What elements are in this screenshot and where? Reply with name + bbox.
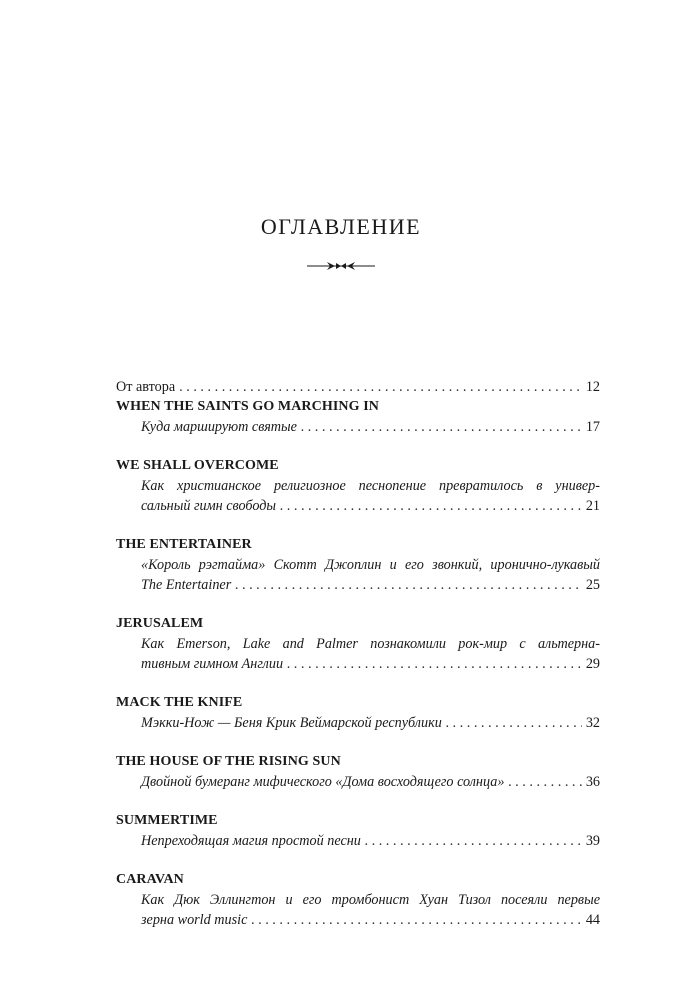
page-number: 29 [585, 656, 600, 672]
dot-leader [446, 713, 582, 733]
toc-entry-last-line [141, 713, 600, 733]
toc-entry-title: MACK THE KNIFE [116, 695, 243, 710]
toc-entry-title: THE ENTERTAINER [116, 537, 252, 552]
toc-entry-last-line [141, 496, 600, 516]
toc-entry-last-line [141, 417, 600, 437]
toc-entry-subtitle [116, 417, 600, 437]
dot-leader [251, 910, 581, 930]
toc-entry-text: Непреходящая магия простой песни [141, 833, 361, 849]
toc-entry-last-line [141, 575, 600, 595]
toc-entry[interactable] [116, 614, 600, 674]
toc-entry-text: Мэкки-Нож — Беня Крик Веймарской республики [141, 715, 442, 731]
toc-entry-text: сальный гимн свободы [141, 498, 277, 514]
dot-leader [179, 377, 582, 397]
toc-entry-subtitle [116, 831, 600, 851]
page-number: 12 [585, 379, 600, 395]
toc-entry[interactable] [116, 752, 600, 792]
toc-entry-title: CARAVAN [116, 872, 184, 887]
table-of-contents [116, 377, 600, 930]
toc-entry-last-line [141, 772, 600, 792]
toc-entry[interactable] [116, 456, 600, 516]
toc-entry-last-line [141, 654, 600, 674]
page-number: 32 [585, 715, 600, 731]
dot-leader [301, 417, 582, 437]
page-number: 44 [585, 912, 600, 928]
toc-entry-subtitle [116, 713, 600, 733]
toc-entry[interactable] [116, 811, 600, 851]
toc-entry-text: Куда маршируют святые [141, 419, 297, 435]
dot-leader [280, 496, 582, 516]
page-number: 36 [585, 774, 600, 790]
toc-entry[interactable] [116, 870, 600, 930]
toc-entry[interactable] [116, 397, 600, 437]
page-number: 17 [585, 419, 600, 435]
toc-entry-subtitle [116, 634, 600, 674]
toc-entry-subtitle [116, 772, 600, 792]
toc-entry-last-line [141, 910, 600, 930]
page-number: 25 [585, 577, 600, 593]
toc-entry-subtitle-line: Как Дюк Эллингтон и его тромбонист Хуан Тизол посеяли первые [141, 892, 600, 908]
page-number: 21 [585, 498, 600, 514]
toc-entry-subtitle-line: «Король рэгтайма» Скотт Джоплин и его звонкий, иронично-лукавый [141, 557, 600, 573]
toc-entry-subtitle [116, 555, 600, 595]
toc-entry[interactable] [116, 693, 600, 733]
toc-entry-title: WE SHALL OVERCOME [116, 458, 279, 473]
dot-leader [287, 654, 582, 674]
toc-entry-text: От автора [116, 379, 176, 395]
toc-entry-title: THE HOUSE OF THE RISING SUN [116, 754, 341, 769]
toc-entry-text: тивным гимном Англии [141, 656, 284, 672]
toc-entry-title: JERUSALEM [116, 616, 204, 631]
toc-entry-text: Двойной бумеранг мифического «Дома восходящего солнца» [141, 774, 505, 790]
toc-entry-subtitle [116, 476, 600, 516]
dot-leader [508, 772, 581, 792]
toc-entry-intro[interactable] [116, 377, 600, 397]
toc-entry-subtitle-line: Как христианское религиозное песнопение превратилось в универ- [141, 478, 600, 494]
toc-entry[interactable] [116, 535, 600, 595]
dot-leader [365, 831, 582, 851]
toc-entry-title: SUMMERTIME [116, 813, 218, 828]
toc-entry-text: зерна world music [141, 912, 248, 928]
toc-entry-title: WHEN THE SAINTS GO MARCHING IN [116, 399, 379, 414]
toc-entry-subtitle [116, 890, 600, 930]
page-title: ОГЛАВЛЕНИЕ [260, 214, 422, 239]
toc-entry-subtitle-line: Как Emerson, Lake and Palmer познакомили рок-мир с альтерна- [141, 636, 600, 652]
page-number: 39 [585, 833, 600, 849]
toc-entry-last-line [141, 831, 600, 851]
double-arrow-ornament-icon [305, 259, 377, 273]
toc-entry-text: The Entertainer [141, 577, 232, 593]
dot-leader [235, 575, 582, 595]
